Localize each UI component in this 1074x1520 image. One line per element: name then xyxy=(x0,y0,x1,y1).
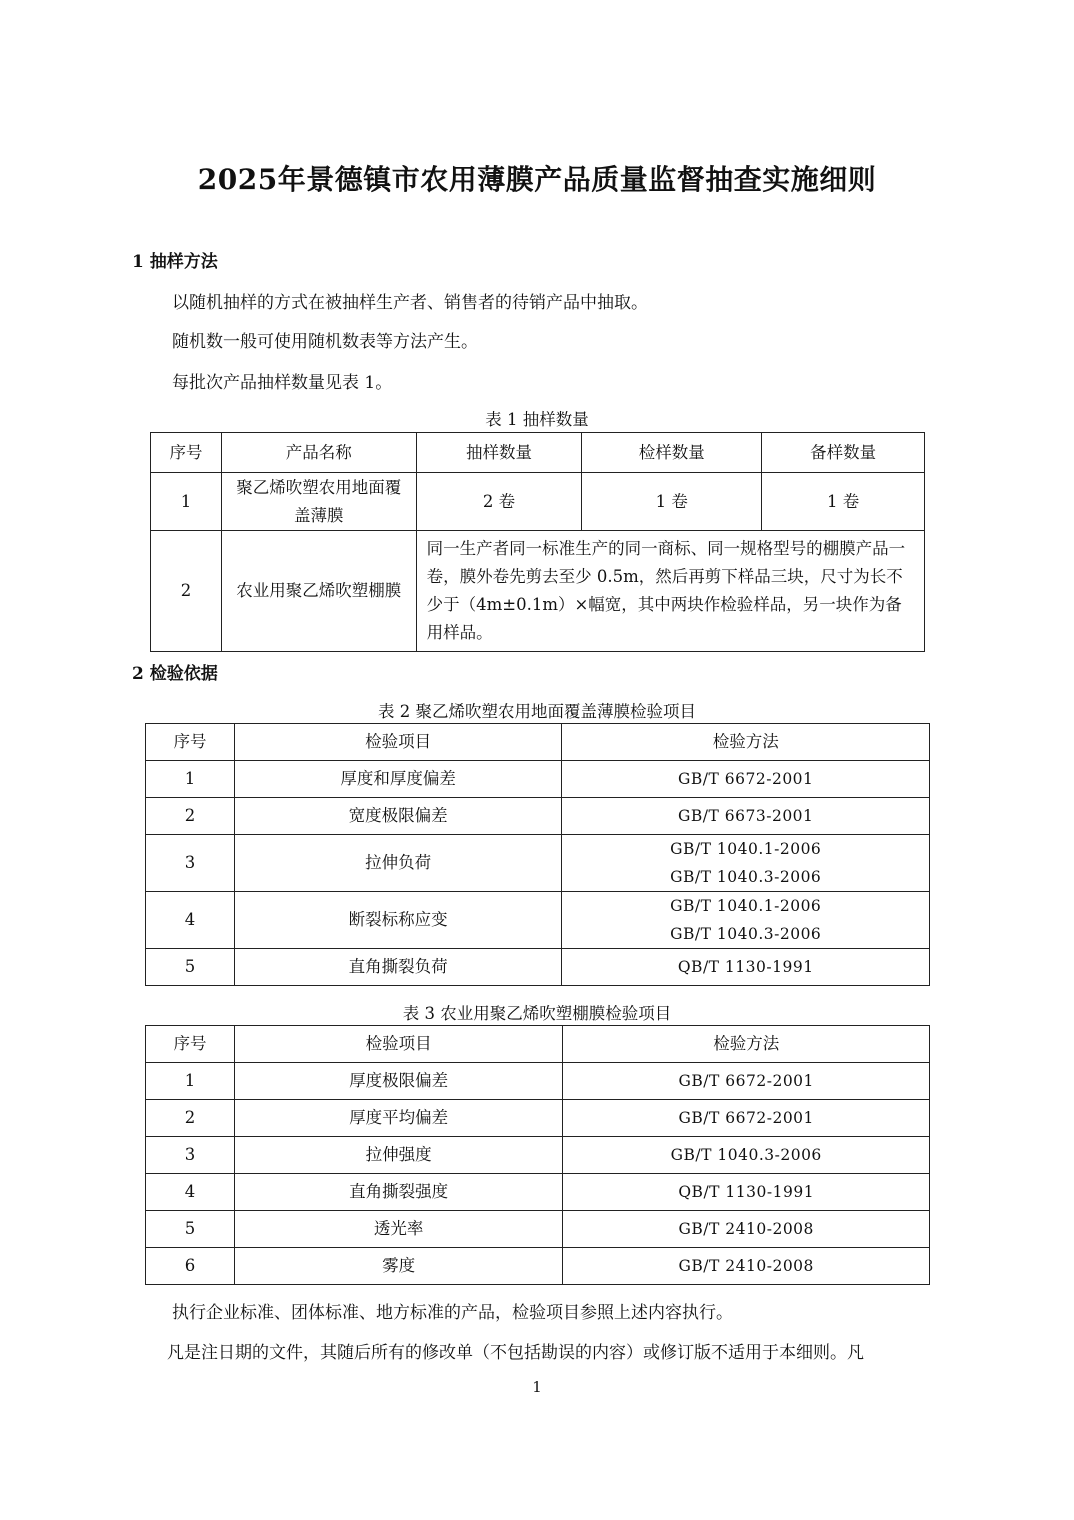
table-cell: 直角撕裂负荷 xyxy=(234,949,562,986)
table-row xyxy=(146,949,930,986)
table-cell: GB/T 1040.3-2006 xyxy=(563,1137,930,1174)
table-row xyxy=(146,1211,930,1248)
table-cell: 4 xyxy=(146,1174,235,1211)
section-heading-sampling: 1 抽样方法 xyxy=(132,252,218,272)
table-header-cell: 抽样数量 xyxy=(416,433,582,473)
table-cell: 5 xyxy=(146,1211,235,1248)
table-cell: 2 xyxy=(151,531,222,652)
table-cell: GB/T 6672-2001 xyxy=(562,761,930,798)
table-cell: QB/T 1130-1991 xyxy=(563,1174,930,1211)
table-cell: 断裂标称应变 xyxy=(234,892,562,949)
table-header-cell: 检样数量 xyxy=(582,433,762,473)
table-cell: 厚度平均偏差 xyxy=(234,1100,563,1137)
section-heading-basis: 2 检验依据 xyxy=(132,664,218,684)
table-cell: 农业用聚乙烯吹塑棚膜 xyxy=(221,531,416,652)
method-line: GB/T 1040.3-2006 xyxy=(670,868,822,886)
table-cell: 1 卷 xyxy=(762,473,925,531)
table-cell: 1 xyxy=(146,1063,235,1100)
table-cell: 雾度 xyxy=(234,1248,563,1285)
table-cell: 4 xyxy=(146,892,235,949)
table-row xyxy=(146,892,930,949)
paragraph: 随机数一般可使用随机数表等方法产生。 xyxy=(172,332,478,352)
sampling-quantity-table xyxy=(150,432,925,652)
table-cell xyxy=(562,892,930,949)
table-cell: 直角撕裂强度 xyxy=(234,1174,563,1211)
table3-caption: 表 3 农业用聚乙烯吹塑棚膜检验项目 xyxy=(402,1004,672,1023)
table-cell: GB/T 6672-2001 xyxy=(563,1100,930,1137)
table-header-cell: 产品名称 xyxy=(221,433,416,473)
table-cell: QB/T 1130-1991 xyxy=(562,949,930,986)
table-row xyxy=(151,473,925,531)
paragraph: 每批次产品抽样数量见表 1。 xyxy=(172,373,393,393)
table-cell: GB/T 6672-2001 xyxy=(563,1063,930,1100)
table-cell: 2 xyxy=(146,1100,235,1137)
table-cell: GB/T 2410-2008 xyxy=(563,1248,930,1285)
method-line: GB/T 1040.1-2006 xyxy=(670,840,822,858)
table-cell xyxy=(562,835,930,892)
page-number: 1 xyxy=(532,1378,542,1396)
shed-film-test-table xyxy=(145,1025,930,1285)
mulch-film-test-table xyxy=(145,723,930,986)
table-row xyxy=(146,835,930,892)
table-cell: 透光率 xyxy=(234,1211,563,1248)
table-row xyxy=(146,1174,930,1211)
table-cell: 6 xyxy=(146,1248,235,1285)
table-cell: 3 xyxy=(146,1137,235,1174)
table-header-cell: 序号 xyxy=(151,433,222,473)
table-row xyxy=(146,1100,930,1137)
table-row xyxy=(146,761,930,798)
table-header-cell: 检验方法 xyxy=(563,1026,930,1063)
table-cell: 拉伸强度 xyxy=(234,1137,563,1174)
table-cell: 拉伸负荷 xyxy=(234,835,562,892)
table1-caption: 表 1 抽样数量 xyxy=(485,410,589,429)
table-header-cell: 检验项目 xyxy=(234,1026,563,1063)
method-line: GB/T 1040.1-2006 xyxy=(670,897,822,915)
table-cell: 宽度极限偏差 xyxy=(234,798,562,835)
table-row xyxy=(146,798,930,835)
table-header-cell: 备样数量 xyxy=(762,433,925,473)
table-header-row xyxy=(146,724,930,761)
page-title: 2025年景德镇市农用薄膜产品质量监督抽查实施细则 xyxy=(197,163,877,196)
paragraph: 以随机抽样的方式在被抽样生产者、销售者的待销产品中抽取。 xyxy=(172,293,648,313)
table-header-row xyxy=(146,1026,930,1063)
table-header-cell: 序号 xyxy=(146,724,235,761)
table-cell: 厚度极限偏差 xyxy=(234,1063,563,1100)
table-cell: 聚乙烯吹塑农用地面覆盖薄膜 xyxy=(221,473,416,531)
table-cell: 5 xyxy=(146,949,235,986)
table-row xyxy=(146,1248,930,1285)
table-cell: 厚度和厚度偏差 xyxy=(234,761,562,798)
table-cell: 1 xyxy=(151,473,222,531)
table-merged-cell: 同一生产者同一标准生产的同一商标、同一规格型号的棚膜产品一卷，膜外卷先剪去至少 0.5m，然后再剪下样品三块，尺寸为长不少于（4m±0.1m）×幅宽，其中两块作检验样品，另一块作为备用样品。 xyxy=(416,531,924,652)
table-row xyxy=(146,1063,930,1100)
table-cell: 2 卷 xyxy=(416,473,582,531)
table-header-cell: 序号 xyxy=(146,1026,235,1063)
table-cell: GB/T 6673-2001 xyxy=(562,798,930,835)
table-cell: 1 卷 xyxy=(582,473,762,531)
table-cell: 1 xyxy=(146,761,235,798)
paragraph: 凡是注日期的文件，其随后所有的修改单（不包括勘误的内容）或修订版不适用于本细则。凡 xyxy=(167,1343,864,1363)
table-header-cell: 检验项目 xyxy=(234,724,562,761)
table-row xyxy=(151,531,925,652)
table-cell: 3 xyxy=(146,835,235,892)
method-line: GB/T 1040.3-2006 xyxy=(670,925,822,943)
table-cell: 2 xyxy=(146,798,235,835)
table-header-cell: 检验方法 xyxy=(562,724,930,761)
table-header-row xyxy=(151,433,925,473)
table2-caption: 表 2 聚乙烯吹塑农用地面覆盖薄膜检验项目 xyxy=(378,702,696,721)
paragraph: 执行企业标准、团体标准、地方标准的产品，检验项目参照上述内容执行。 xyxy=(172,1303,733,1323)
table-row xyxy=(146,1137,930,1174)
table-cell: GB/T 2410-2008 xyxy=(563,1211,930,1248)
